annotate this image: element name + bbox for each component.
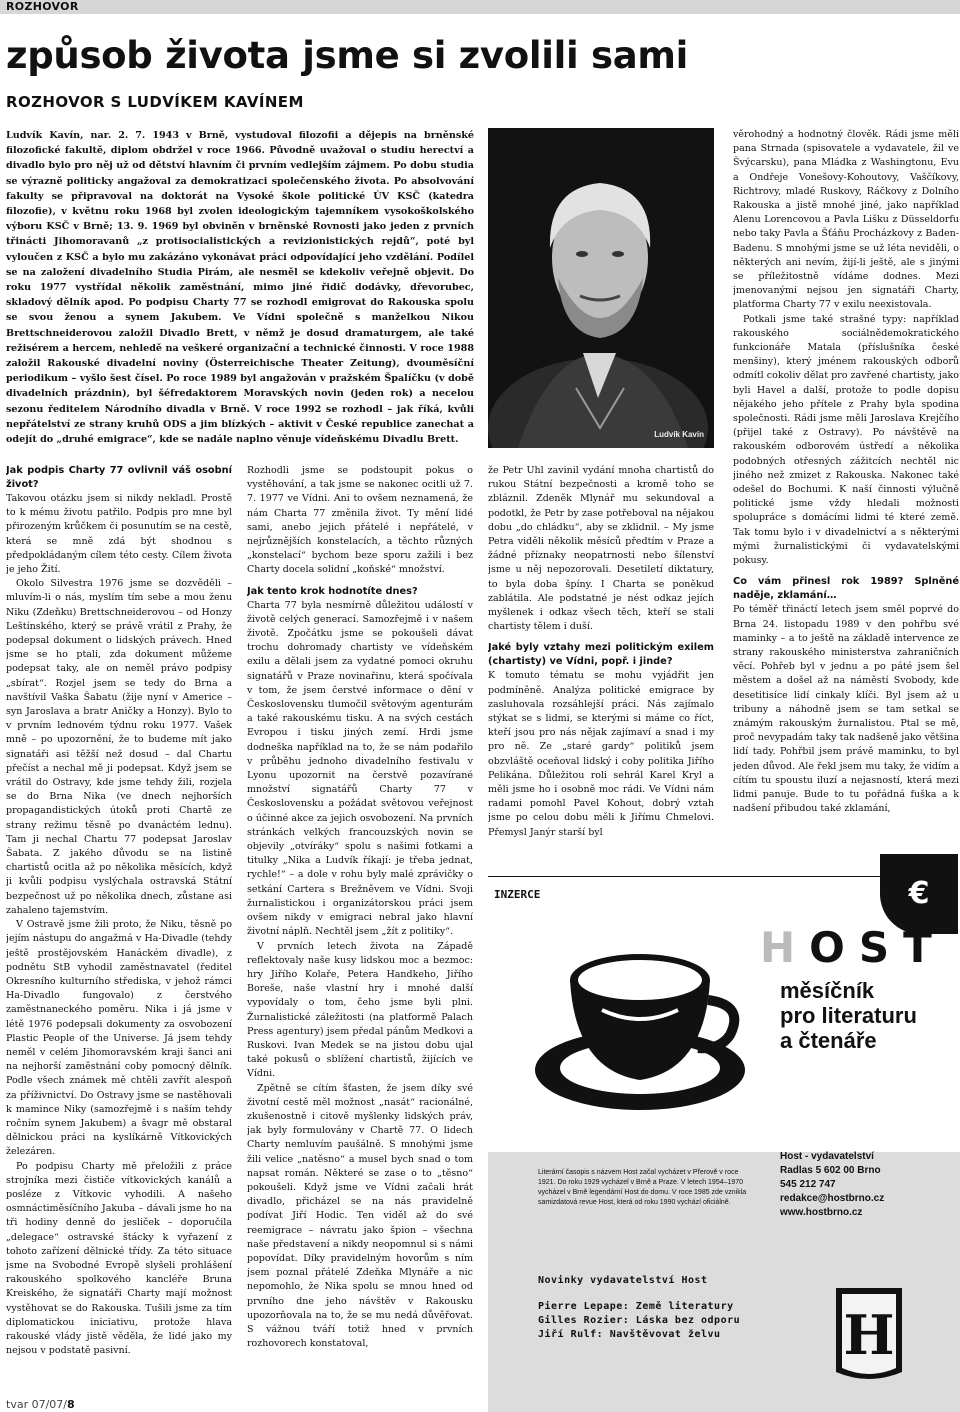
ad-label: INZERCE <box>494 888 541 901</box>
book-item: Jiří Rulf: Navštěvovat želvu <box>538 1329 721 1340</box>
paragraph: věrohodný a hodnotný člověk. Rádi jsme měli pana Strnada (spisovatele a vydavatele, žil ve Švýcarsku), pana Mládka z Washingtonu, Evu a Ondřeje Vonešovy-Kohoutovy, Vaščíkovy, Richtrovy, mladé Ruskovy, Ráčkovy z Dolního Rakouska a jistě mnohé jiné, jako například Alenu Lorencovou a Pavla Lišku z Düsseldorfu nebo taky Pavla a Šťáňu Procházkovy z Baden-Badenu. S mnohými jsme se už léta neviděli, o některých ani nevím, žijí-li ještě, ale s jinými se příležitostně vídáme dodnes. Mezi jmenovanými nejsou jen signatáři Charty, platforma Charty 77 v exilu neexistovala. <box>733 129 959 311</box>
publisher-address: Radlas 5 602 00 Brno <box>780 1165 881 1176</box>
question-2: Jak tento krok hodnotíte dnes? <box>247 585 418 597</box>
publisher-contact <box>780 1150 884 1220</box>
paragraph: Po téměř třináctí letech jsem směl poprvé do Brna 24. listopadu 1989 v den pohřbu své maminky – a to ještě na základě intervence ze strany rakouského ministerstva zahraničních věcí. Pohřeb byl v jednu a po páté jsem šel městem a došel až na náměstí Svobody, kde desetitisíce lidí cinkaly klíči. Byl jsem až u tribuny a náhodně jsem se tam setkal se známým rakouským žurnalistou. Ptal se mě, proč nevypadám taky tak nadšeně jako většina lidí tady. Pohřbil jsem právě maminku, to byl jeden důvod. Ale řekl jsem mu taky, že vidím a cítím tu spoustu iluzí a nejasností, která mezi lidmi panuje. Bude to tu pořádná fuška a k nadšení přibudou také zklamání, <box>733 604 959 815</box>
publisher-email[interactable]: redakce@hostbrno.cz <box>780 1193 885 1204</box>
host-logo-h: H <box>760 923 810 972</box>
novinky-list <box>538 1300 740 1342</box>
article-title: způsob života jsme si zvolili sami <box>6 34 688 77</box>
column-4 <box>733 128 959 868</box>
lead-paragraph <box>6 128 474 450</box>
paragraph: Rozhodli jsme se podstoupit pokus o vystěhování, a tak jsme se nakonec ocitli už 7. 7. 1977 ve Vídni. Ani to ovšem neznamená, že nám Charta 77 změnila život. Ty mění lidé sami, anebo jejich přátelé i nepřátelé, v nejrůznějších konstelacích, a těchto různých „konstelací“ bychom beze sporu zažili i bez Charty docela solidní „koňské“ množství. <box>247 465 473 576</box>
novinky-title: Novinky vydavatelství Host <box>538 1275 708 1286</box>
column-1 <box>6 464 232 1394</box>
column-2 <box>247 464 473 1394</box>
publisher-phone: 545 212 747 <box>780 1179 836 1190</box>
paragraph: Po podpisu Charty mě přeložili z práce strojníka mezi čističe vítkovických kanálů a posléze z Vítkovic vyhodili. A našeho osmnáctiměsíčního Jakuba – dávali jsme ho na tři hodiny denně do jesliček – doporučila „delegace“ ostravské štácky k vyřazení z tohoto zařízení dělnické třídy. Za této situace jsme na Svobodné Evropě slyšeli prohlášení rakouského spolkového kancléře Bruna Kreiského, že signatáři Charty mají možnost vystěhovat se do Rakouska. Tušili jsme za tím diplomatickou iniciativu, protože hlava rakouské vlády jistě věděla, že lidé jako my nejsou v podstatě pasivní. <box>6 1160 232 1357</box>
page-footer <box>6 1398 75 1412</box>
paragraph: Charta 77 byla nesmírně důležitou událostí v životě celých generací. Samozřejmě i v našem životě. Zpočátku jsme se pokoušeli dávat trochu dohromady chartisty ve vídeňském exilu a dělali jsem za vydatné pomoci okruhu signatářů v Praze novinařinu, která spočívala v tom, že jsem čerstvé informace o dění v Československu tlumočil světovým agenturám a také rakouskému tisku. A na svých cestách Evropou i tisku jiných zemí. Hrdi jsme dodneška například na to, že se nám podařilo v průběhu jednoho divadelního festivalu v Lyonu upozornit na čerstvě pozavírané množství signatářů Charty 77 v Československu a požádat světovou veřejnost o účinné akce za jejich osvobození. Na prvních stránkách velkých francouzských novin se objevily „otvíráky“ spolu s našimi fotkami a titulky „Nika a Ludvík říkají: je třeba jednat, rychle!“ – a dole v rohu byly malé zprávičky o setkání Cartera s Brežněvem ve Vídni. Svoji žurnalistickou i organizátorskou práci jsem ovšem nikdy v emigraci nebral jako hlavní životní náplň. Nechtěl jsem „žít z politiky“. <box>247 599 473 938</box>
paragraph: Okolo Silvestra 1976 jsme se dozvěděli – mluvím-li o nás, myslím tím sebe a mou ženu Niku (Zdeňku) Brettschneiderovou – od Honzy Leštínského, který se právě vrátil z Prahy, že podepsal dokument o lidských právech. Hned jsme se ho ptali, zda dokument můžeme podepsat taky, ale on neměl právo podpisy „sbírat“. Rozjel jsem se tedy do Brna a navštívil Vaška Šabatu (žije nyní v Americe – syn Jaroslava a bratr Aničky a Honzy). Bylo to v prvním lednovém týdnu roku 1977. Vašek mně – po upozornění, že to budeme mít jako signatáři asi těžší než dosud – dal Chartu přečíst a nechal mě ji podepsat. Když jsem se vrátil do Ostravy, kde jsme tehdy žili, rozjela se do Brna Nika (ve dnech nejhorších propagandistických útoků proti Chartě ze strany režimu těsně po dvanáctém lednu). Tam ji nechal Chartu 77 podepsat Jaroslav Šabata. Z jakého důvodu se na listině chartistů ocitla až po několika měsících, když ji kvůli podpisu vyslýchala ostravská Státní bezpečnost už po několika dnech, zůstane asi zahaleno tajemstvím. <box>6 578 232 916</box>
paragraph: že Petr Uhl zavinil vydání mnoha chartistů do rukou Státní bezpečnosti a kromě toho se zbláznil. Zdeněk Mlynář mu sekundoval a podotkl, že Petr by zase potřeboval na nějakou dobu „do chládku“, aby se zklidnil. – My jsme Petra viděli několik měsíců předtím v Praze a žádné příznaky neopatrnosti nebo šílenství jsme u něj nepozorovali. Desetiletí diktatury, to byla doba špíny. I Charta se poněkud zablátila. Ale podstatné je nést odkaz jejích myšlenek i odkaz všech těch, kteří se stali chartisty tělem i duší. <box>488 465 714 633</box>
paragraph: Potkali jsme také strašné typy: například rakouského sociálnědemokratického funkcionáře Matala (příslušníka české menšiny), který jménem rakouských odborů odmítl cokoliv dělat pro zavřené chartisty, jako byli Havel a další, protože to podle dopisu nějakého jeho přítele z Prahy byla spodina společnosti. Rádi jsme měli Jaroslava Krejčího (přijel také z Ostravy). Po návštěvě na rakouském odborovém ústředí a několika podobných otřesných zážitcích nechtěl nic jiného než zmizet z Rakouska. Nakonec také odešel do Bochumi. K naší činnosti výlučně politické jsme vždy hledali možnosti spolupráce s domácími lidmi té které země. Tak tomu bylo i v divadelnictví a s některými mými žurnalistickými či vydavatelskými pokusy. <box>733 313 959 567</box>
magazine-issue: tvar 07/07/ <box>6 1398 67 1411</box>
tagline-line: měsíčník <box>780 978 875 1003</box>
paragraph: V Ostravě jsme žili proto, že Niku, těsně po jejím nástupu do angažmá v Ha-Divadle (tehdy ještě prostějovském Hanáckém divadle), z podnětu StB vyhodil zaměstnavatel (ředitel Okresního kulturního střediska, v jehož rámci Ha-Divadlo fungovalo) z čerstvého zaměstnaneckého poměru. Nika i já jsme v létě 1976 podepsali dokumenty za osvobození Plastic People of the Universe. Já jsem tehdy neměl v celém Jihomoravském kraji šanci ani na nejhorší zaměstnání coby pomocný dělník. Podle všech známek mě chtěli zavřít alespoň za příživnictví. Do Ostravy jsme se nastěhovali k mamince Niky (samozřejmě i s naším tehdy ročním synem Jakubem) a švagr mě obstaral dělnickou práci na kyslíkárně Vítkovických železáren. <box>6 919 232 1158</box>
host-tagline <box>780 978 917 1053</box>
question-3: Jaké byly vztahy mezi politickým exilem (chartisty) ve Vídni, popř. i jinde? <box>488 642 714 668</box>
host-history-note: Literární časopis s názvem Host začal vycházet v Přerově v roce 1921. Do roku 1929 vycházel v Brně a Praze. V letech 1954–1970 vycházel v Brně legendární Host do domu. V roce 1985 zde vznikla samizdatová revue Host, která od roku 1990 vychází oficiálně. <box>538 1169 747 1206</box>
question-4: Co vám přinesl rok 1989? Splněné naděje, zklamání… <box>733 576 959 602</box>
section-bar <box>0 0 960 14</box>
section-label: ROZHOVOR <box>6 0 79 13</box>
coffee-cup-icon <box>530 920 760 1130</box>
euro-badge: € <box>880 854 958 934</box>
host-emblem-icon <box>830 1282 908 1386</box>
svg-text:H: H <box>843 1303 895 1367</box>
paragraph: V prvních letech života na Západě reflektovaly naše kusy lidskou moc a bezmoc: hry Jiřího Kolaře, Petera Handkeho, Jiřího Boreše, naše vlastní hry i mnohé další vypovídaly o tom, čeho jsme byli plni. Žurnalistické záležitosti (na platformě Palach Press agentury) jsem předal pánům Medkovi a Ruskovi. Ivan Medek se na jistou dobu ujal také pokusů o sblížení chartistů, žijících ve Vídni. <box>247 940 473 1080</box>
column-3 <box>488 464 714 864</box>
tagline-line: a čtenáře <box>780 1028 877 1053</box>
page-number: 8 <box>67 1398 75 1411</box>
question-1: Jak podpis Charty 77 ovlivnil váš osobní život? <box>6 465 232 490</box>
article-subtitle: ROZHOVOR S LUDVÍKEM KAVÍNEM <box>6 93 304 111</box>
paragraph: K tomuto tématu se mohu vyjádřit jen podmíněně. Analýza politické emigrace by zasluhovala rozsáhlejší práci. Nás zajímalo stýkat se s lidmi, se kterými si máme co říct, kteří jsou pro nás nějak zajímaví a snad i my pro ně. Ze „staré gardy“ politiků jsem obzvláště oceňoval lidský i coby politika Jiřího Pelikána. Důležitou roli sehrál Karel Kryl a měli jsme ho i osobně moc rádi. Ve Vídni nám radami pomohl Pavel Kohout, dobrý vztah jsme po celou dobu měli k Jiřímu Chmelovi. Přemysl Janýr starší byl <box>488 670 714 838</box>
photo-caption: Ludvík Kavín <box>654 430 704 439</box>
book-item: Gilles Rozier: Láska bez odporu <box>538 1315 741 1326</box>
publisher-website[interactable]: www.hostbrno.cz <box>780 1207 863 1218</box>
host-logo <box>760 922 946 974</box>
host-logo-rest: OST <box>809 923 946 972</box>
paragraph: Takovou otázku jsem si nikdy nekladl. Prostě to k mému životu patřilo. Podpis pro mne byl přirozeným krůčkem či posunutím se na cestě, která se mně zdá být shodnou s předpokládaným cílem této cesty. Cílem života je jeho Žití. <box>6 493 232 576</box>
paragraph: Zpětně se cítím šťasten, že jsem díky své životní cestě měl možnost „nasát“ racionálné, zkušenostně i citově myšlenky lidských práv, jak byly formulovány v Chartě 77. O lidech Charty nemluvím paušálně. S mnohými jsme žili velice „natěsno“ a musel bych snad o tom napsat román. Některé se zase o to „těsno“ pokoušeli. Když jsme ve Vídni začali hrát divadlo, přicházel se na nás pravidelně podívat Jiří Hodic. Ten viděl až do své reemigrace – návratu jako špion – všechna naše představení a nikdy neopomnul si s námi popovídat. Díky pravidelným hovorům s ním jsem poznal přátelé Zdeňka Mlynáře a nic nepomohlo, že Nika spolu se mnou hned od prvního dne jeho návštěv v Rakousku upozorňovala na to, že se mu nedá důvěřovat. S vážnou tváří totiž hned v prvních rozhovorech konstatoval, <box>247 1082 473 1350</box>
portrait-photo <box>488 128 714 448</box>
portrait-illustration <box>488 128 714 448</box>
tagline-line: pro literaturu <box>780 1003 917 1028</box>
book-item: Pierre Lepape: Země literatury <box>538 1301 734 1312</box>
publisher-name: Host - vydavatelství <box>780 1151 874 1162</box>
lead-text: Ludvík Kavín, nar. 2. 7. 1943 v Brně, vystudoval filozofii a dějepis na brněnské filozofické fakultě, diplom obdržel v roce 1966. Původně uvažoval o studiu herectví a divadlo bylo pro něj už od dětství hlavním či prvním vedlejším zájmem. Po dobu studia se výrazně politicky angažoval za demokratizaci společenského života. Po absolvování fakulty se připravoval na doktorát na Vysoké škole politické ÚV KSČ (katedra filozofie), v květnu roku 1968 byl zvolen ideologickým tajemníkem vysokoškolského výboru KSČ v Brně; 13. 9. 1969 byl obviněn v brněnské Rovnosti jako jeden z prvních třinácti Jihomoravanů „z protisocialistických a revizionistických rejdů“, poté byl vyloučen z KSČ a bylo mu zakázáno vykonávat práci odpovídající jeho vzdělání. Podílel se na založení divadelního Studia Pirám, ale nesměl se kdekoliv veřejně objevit. Do roku 1977 vystřídal několik zaměstnání, mimo jiné řidič dodávky, dřevorubec, skladový dělník apod. Po podpisu Charty 77 se rozhodl emigrovat do Rakouska spolu se svou ženou a synem Jakubem. Ve Vídni společně s manželkou Nikou Brettschneiderovou založil Divadlo Brett, v němž je dosud dramaturgem, ale také režisérem a hercem, nehledě na veškeré organizační a technické činnosti. V roce 1988 založil Rakouské divadelní noviny (Österreichische Theater Zeitung), dvouměsíční periodikum – vyšlo šest čísel. Po roce 1989 byl angažován v pražském Špalíčku (v době divadelních prázdnin), byl šéfredaktorem Moravských novin (jeden rok) a necelou sezonu ředitelem Národního divadla v Brně. V roce 1992 se rozhodl – jak říká, kvůli nepřátelství ze strany kruhů ODS a jim blízkých – aktivit v České republice zanechat a odejít do „druhé emigrace“, kde se nadále naplno věnuje vídeňskému Divadlu Brett. <box>6 130 474 446</box>
